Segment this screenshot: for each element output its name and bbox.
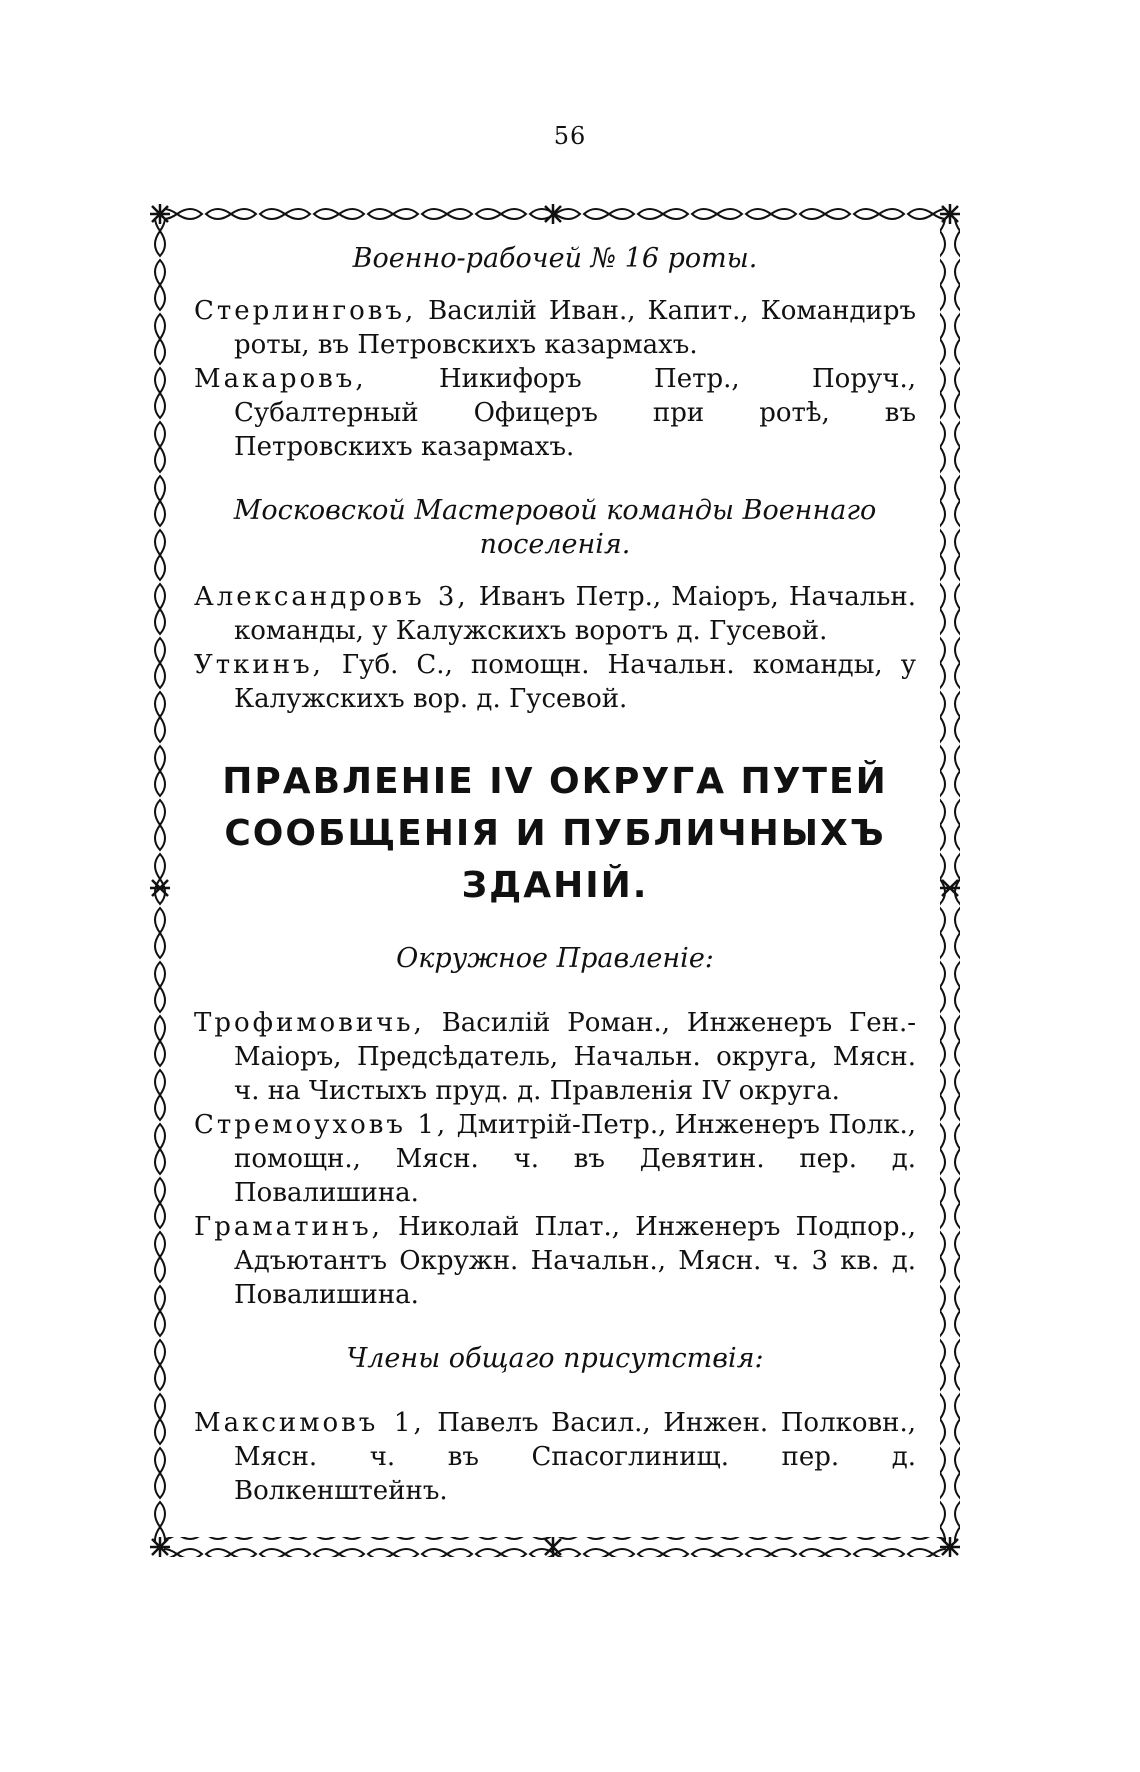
ornamental-frame (150, 204, 960, 1557)
main-heading: ПРАВЛЕНІЕ IV ОКРУГА ПУТЕЙ СООБЩЕНІЯ И ПУБЛИЧНЫХЪ ЗДАНІЙ. (222, 761, 888, 906)
entry-surname: Макаровъ, (194, 364, 367, 394)
entry-sterlingov (194, 294, 916, 362)
entry-surname: Александровъ 3, (194, 582, 469, 612)
entry-details: Василій Иван., Капит., Командиръ роты, въ Петровскихъ казармахъ. (234, 296, 916, 360)
entry-surname: Уткинъ, (194, 650, 324, 680)
entry-utkin (194, 648, 916, 716)
entry-aleksandrov (194, 580, 916, 648)
entry-makarov (194, 362, 916, 464)
entry-details: Дмитрій-Петр., Инженеръ Полк., помощн., Мясн. ч. въ Девятин. пер. д. Повалишина. (234, 1110, 916, 1208)
entry-surname: Стремоуховъ 1, (194, 1110, 449, 1140)
entry-details: Губ. С., помощн. Начальн. команды, у Калужскихъ вор. д. Гусевой. (234, 650, 916, 714)
entry-surname: Граматинъ, (194, 1212, 383, 1242)
entry-stremoukhov (194, 1108, 916, 1210)
entry-surname: Максимовъ 1, (194, 1408, 425, 1438)
entry-surname: Трофимовичь, (194, 1008, 425, 1038)
entry-trofimovich (194, 1006, 916, 1108)
entry-maksimov (194, 1406, 916, 1508)
entry-gramatin (194, 1210, 916, 1312)
entry-surname: Стерлинговъ, (194, 296, 417, 326)
section-title-general-members: Члены общаго присутствія: (346, 1343, 764, 1374)
entry-details: Василій Роман., Инженеръ Ген.-Маіоръ, Предсѣдатель, Начальн. округа, Мясн. ч. на Чистыхъ пруд. д. Правленія IV округа. (234, 1008, 916, 1106)
entry-details: Иванъ Петр., Маіоръ, Начальн. команды, у Калужскихъ воротъ д. Гусевой. (234, 582, 916, 646)
page-content (194, 242, 916, 1508)
page-number: 56 (553, 122, 587, 150)
section-title-craftsmen-command: Московской Мастеровой команды Военнаго поселенія. (233, 495, 877, 560)
section-title-military-workers: Военно-рабочей № 16 роты. (352, 243, 758, 274)
section-title-district-board: Окружное Правленіе: (396, 943, 714, 974)
entry-details: Павелъ Васил., Инжен. Полковн., Мясн. ч. въ Спасоглинищ. пер. д. Волкенштейнъ. (234, 1408, 916, 1506)
entry-details: Никифоръ Петр., Поруч., Субалтерный Офицеръ при ротѣ, въ Петровскихъ казармахъ. (234, 364, 916, 462)
entry-details: Николай Плат., Инженеръ Подпор., Адъютантъ Окружн. Начальн., Мясн. ч. 3 кв. д. Повалишина. (234, 1212, 916, 1310)
